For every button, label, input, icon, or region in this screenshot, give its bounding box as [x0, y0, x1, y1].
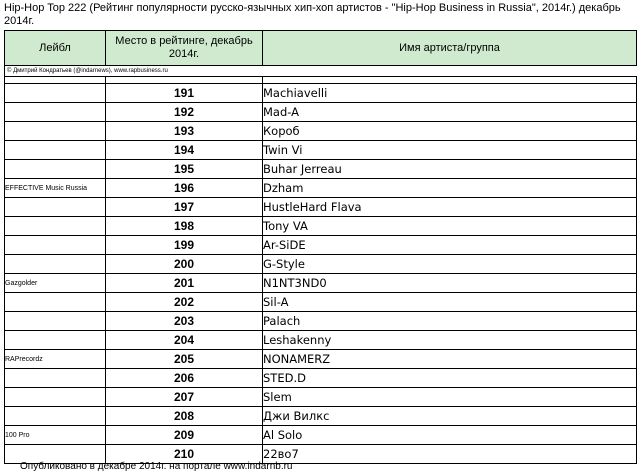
artist-cell: Dzham: [263, 179, 637, 198]
artist-cell: HustleHard Flava: [263, 198, 637, 217]
artist-cell: Джи Вилкс: [263, 407, 637, 426]
table-row: [5, 198, 637, 217]
footer-note: Опубликовано в декабре 2014г. на портале www.indarnb.ru: [20, 461, 293, 472]
label-cell: [5, 198, 106, 217]
rank-cell: 200: [106, 255, 263, 274]
rank-cell: 207: [106, 388, 263, 407]
label-cell: [5, 369, 106, 388]
separator-row: [5, 77, 637, 84]
table-row: [5, 84, 637, 103]
table-row: [5, 293, 637, 312]
rank-cell: 210: [106, 445, 263, 464]
rank-cell: 204: [106, 331, 263, 350]
table-row: [5, 407, 637, 426]
table-header-row: [5, 31, 637, 66]
artist-cell: Ar-SiDE: [263, 236, 637, 255]
artist-cell: N1NT3ND0: [263, 274, 637, 293]
label-cell: EFFECTIVE Music Russia: [5, 179, 106, 198]
table-row: [5, 350, 637, 369]
artist-cell: Slem: [263, 388, 637, 407]
rank-cell: 205: [106, 350, 263, 369]
artist-cell: Mad-A: [263, 103, 637, 122]
table-row: [5, 426, 637, 445]
rank-cell: 201: [106, 274, 263, 293]
table-row: [5, 217, 637, 236]
artist-cell: G-Style: [263, 255, 637, 274]
table-row: [5, 274, 637, 293]
label-cell: [5, 84, 106, 103]
rank-cell: 199: [106, 236, 263, 255]
label-cell: 100 Pro: [5, 426, 106, 445]
artist-cell: 22во7: [263, 445, 637, 464]
table-row: [5, 103, 637, 122]
label-cell: [5, 407, 106, 426]
rank-cell: 209: [106, 426, 263, 445]
label-cell: [5, 141, 106, 160]
label-cell: [5, 122, 106, 141]
header-label: Лейбл: [5, 31, 106, 66]
label-cell: [5, 293, 106, 312]
table-row: [5, 369, 637, 388]
header-rank: Место в рейтинге, декабрь 2014г.: [106, 31, 263, 66]
table-row: [5, 160, 637, 179]
label-cell: [5, 217, 106, 236]
rank-cell: 197: [106, 198, 263, 217]
rank-cell: 196: [106, 179, 263, 198]
artist-cell: NONAMERZ: [263, 350, 637, 369]
rank-cell: 202: [106, 293, 263, 312]
rank-cell: 206: [106, 369, 263, 388]
rating-table: [4, 30, 637, 464]
artist-cell: Twin Vi: [263, 141, 637, 160]
artist-cell: Sil-A: [263, 293, 637, 312]
copyright-note: © Дмитрий Кондратьев (@indarnews), www.rapbusiness.ru: [5, 66, 263, 77]
artist-cell: Tony VA: [263, 217, 637, 236]
label-cell: [5, 103, 106, 122]
rank-cell: 208: [106, 407, 263, 426]
label-cell: RAPrecordz: [5, 350, 106, 369]
artist-cell: Короб: [263, 122, 637, 141]
header-artist: Имя артиста/группа: [263, 31, 637, 66]
table-row: [5, 141, 637, 160]
table-row: [5, 179, 637, 198]
label-cell: [5, 255, 106, 274]
page-title: Hip-Hop Top 222 (Рейтинг популярности русско-язычных хип-хоп артистов - "Hip-Hop Business in Russia", 2014г.) декабрь 2014г.: [4, 2, 621, 27]
label-cell: [5, 160, 106, 179]
label-cell: [5, 236, 106, 255]
artist-cell: Al Solo: [263, 426, 637, 445]
rank-cell: 195: [106, 160, 263, 179]
table-row: [5, 312, 637, 331]
copyright-row: [5, 66, 637, 77]
table-row: [5, 122, 637, 141]
rank-cell: 203: [106, 312, 263, 331]
rank-cell: 192: [106, 103, 263, 122]
rank-cell: 198: [106, 217, 263, 236]
table-row: [5, 236, 637, 255]
artist-cell: STED.D: [263, 369, 637, 388]
table-row: [5, 388, 637, 407]
rank-cell: 194: [106, 141, 263, 160]
rank-cell: 193: [106, 122, 263, 141]
artist-cell: Leshakenny: [263, 331, 637, 350]
artist-cell: Buhar Jerreau: [263, 160, 637, 179]
label-cell: [5, 388, 106, 407]
artist-cell: Palach: [263, 312, 637, 331]
label-cell: [5, 312, 106, 331]
label-cell: Gazgolder: [5, 274, 106, 293]
table-row: [5, 255, 637, 274]
rank-cell: 191: [106, 84, 263, 103]
table-row: [5, 331, 637, 350]
artist-cell: Machiavelli: [263, 84, 637, 103]
label-cell: [5, 331, 106, 350]
